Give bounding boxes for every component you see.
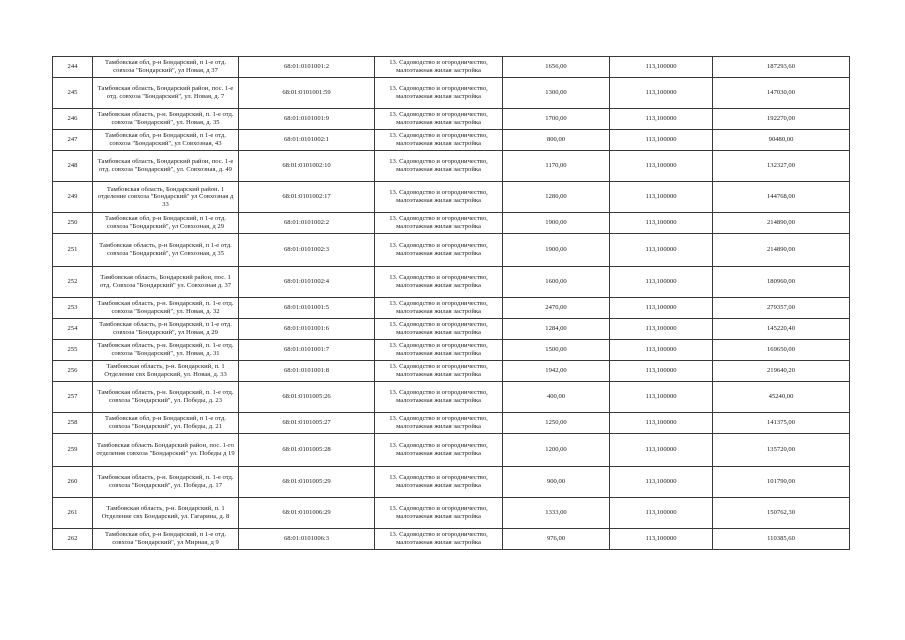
area-cell: 1250,00 xyxy=(503,413,610,434)
table-row xyxy=(53,382,850,413)
row-number-cell: 261 xyxy=(53,498,93,529)
area-cell: 1600,00 xyxy=(503,267,610,298)
table-row xyxy=(53,467,850,498)
cadastral-number-cell: 68:01:0101001:5 xyxy=(239,298,375,319)
cadastral-value-cell: 141375,00 xyxy=(713,413,850,434)
cadastral-number-cell: 68:01:0101006:3 xyxy=(239,529,375,550)
address-cell: Тамбовская область, р-н. Бондарский, п. 1-е отд. совхоза "Бондарский", ул. Новая, д. 35 xyxy=(93,109,239,130)
rate-cell: 113,100000 xyxy=(610,498,713,529)
cadastral-number-cell: 68:01:0101002:1 xyxy=(239,130,375,151)
cadastral-number-cell: 68:01:0101002:3 xyxy=(239,234,375,267)
permitted-use-cell: 13. Садоводство и огородничество, малоэтажная жилая застройка xyxy=(375,182,503,213)
cadastral-number-cell: 68:01:0101001:9 xyxy=(239,109,375,130)
table-row xyxy=(53,151,850,182)
permitted-use-cell: 13. Садоводство и огородничество, малоэтажная жилая застройка xyxy=(375,130,503,151)
cadastral-number-cell: 68:01:0101002:2 xyxy=(239,213,375,234)
table-body xyxy=(53,57,850,550)
table-row xyxy=(53,267,850,298)
cadastral-number-cell: 68:01:0101002:17 xyxy=(239,182,375,213)
permitted-use-cell: 13. Садоводство и огородничество, малоэтажная жилая застройка xyxy=(375,57,503,78)
row-number-cell: 251 xyxy=(53,234,93,267)
rate-cell: 113,100000 xyxy=(610,267,713,298)
rate-cell: 113,100000 xyxy=(610,340,713,361)
address-cell: Тамбовская обл, р-н Бондарский, п 1-е отд. совхоза "Бондарский", ул Мирная, д 9 xyxy=(93,529,239,550)
cadastral-value-cell: 192270,00 xyxy=(713,109,850,130)
row-number-cell: 246 xyxy=(53,109,93,130)
table-row xyxy=(53,109,850,130)
table-row xyxy=(53,78,850,109)
table-row xyxy=(53,361,850,382)
permitted-use-cell: 13. Садоводство и огородничество, малоэтажная жилая застройка xyxy=(375,109,503,130)
cadastral-value-cell: 147030,00 xyxy=(713,78,850,109)
address-cell: Тамбовская область, Бондарский район, пос. 1 отд. Совхоза "Бондарский" ул. Совхозная д. 37 xyxy=(93,267,239,298)
cadastral-value-cell: 187293,60 xyxy=(713,57,850,78)
address-cell: Тамбовская область, р-н Бондарский, п 1-е отд. совхоза "Бондарский", ул Новая, д 29 xyxy=(93,319,239,340)
table-row xyxy=(53,57,850,78)
cadastral-number-cell: 68:01:0101005:29 xyxy=(239,467,375,498)
row-number-cell: 260 xyxy=(53,467,93,498)
table-row xyxy=(53,298,850,319)
area-cell: 900,00 xyxy=(503,467,610,498)
permitted-use-cell: 13. Садоводство и огородничество, малоэтажная жилая застройка xyxy=(375,361,503,382)
permitted-use-cell: 13. Садоводство и огородничество, малоэтажная жилая застройка xyxy=(375,434,503,467)
cadastral-number-cell: 68:01:0101001:59 xyxy=(239,78,375,109)
rate-cell: 113,100000 xyxy=(610,234,713,267)
row-number-cell: 244 xyxy=(53,57,93,78)
rate-cell: 113,100000 xyxy=(610,151,713,182)
area-cell: 1900,00 xyxy=(503,234,610,267)
rate-cell: 113,100000 xyxy=(610,213,713,234)
area-cell: 1900,00 xyxy=(503,213,610,234)
area-cell: 1200,00 xyxy=(503,434,610,467)
address-cell: Тамбовская обл, р-н Бондарский, п 1-е отд. совхоза "Бондарский", ул. Победы, д. 21 xyxy=(93,413,239,434)
rate-cell: 113,100000 xyxy=(610,182,713,213)
rate-cell: 113,100000 xyxy=(610,382,713,413)
rate-cell: 113,100000 xyxy=(610,109,713,130)
land-plots-table xyxy=(52,56,850,550)
table-row xyxy=(53,234,850,267)
cadastral-value-cell: 169650,00 xyxy=(713,340,850,361)
address-cell: Тамбовская обл, р-н Бондарский, п 1-е отд. совхоза "Бондарский", ул Новая, д 37 xyxy=(93,57,239,78)
rate-cell: 113,100000 xyxy=(610,78,713,109)
address-cell: Тамбовская обл, р-н Бондарский, п 1-е отд. совхоза "Бондарский", ул Совхозная, д 29 xyxy=(93,213,239,234)
cadastral-value-cell: 214890,00 xyxy=(713,234,850,267)
permitted-use-cell: 13. Садоводство и огородничество, малоэтажная жилая застройка xyxy=(375,413,503,434)
permitted-use-cell: 13. Садоводство и огородничество, малоэтажная жилая застройка xyxy=(375,340,503,361)
permitted-use-cell: 13. Садоводство и огородничество, малоэтажная жилая застройка xyxy=(375,78,503,109)
address-cell: Тамбовская область, Бондарский район, пос. 1-е отд. совхоза "Бондарский", ул. Совхозная, д. 49 xyxy=(93,151,239,182)
table-row xyxy=(53,529,850,550)
row-number-cell: 252 xyxy=(53,267,93,298)
area-cell: 1280,00 xyxy=(503,182,610,213)
rate-cell: 113,100000 xyxy=(610,529,713,550)
table-row xyxy=(53,434,850,467)
address-cell: Тамбовская область, р-н. Бондарский, п. 1-е отд. совхоза "Бондарский", ул. Новая, д. 31 xyxy=(93,340,239,361)
table-row xyxy=(53,498,850,529)
cadastral-value-cell: 144768,00 xyxy=(713,182,850,213)
cadastral-value-cell: 132327,00 xyxy=(713,151,850,182)
permitted-use-cell: 13. Садоводство и огородничество, малоэтажная жилая застройка xyxy=(375,382,503,413)
cadastral-number-cell: 68:01:0101001:6 xyxy=(239,319,375,340)
rate-cell: 113,100000 xyxy=(610,434,713,467)
row-number-cell: 262 xyxy=(53,529,93,550)
table-row xyxy=(53,413,850,434)
cadastral-value-cell: 110385,60 xyxy=(713,529,850,550)
address-cell: Тамбовская область, р-н. Бондарский, п. 1-е отд. совхоза "Бондарский", ул. Победы, д. 23 xyxy=(93,382,239,413)
table-row xyxy=(53,182,850,213)
rate-cell: 113,100000 xyxy=(610,298,713,319)
cadastral-value-cell: 214890,00 xyxy=(713,213,850,234)
table-row xyxy=(53,130,850,151)
area-cell: 976,00 xyxy=(503,529,610,550)
row-number-cell: 255 xyxy=(53,340,93,361)
row-number-cell: 254 xyxy=(53,319,93,340)
area-cell: 1942,00 xyxy=(503,361,610,382)
row-number-cell: 257 xyxy=(53,382,93,413)
area-cell: 1170,00 xyxy=(503,151,610,182)
permitted-use-cell: 13. Садоводство и огородничество, малоэтажная жилая застройка xyxy=(375,234,503,267)
area-cell: 400,00 xyxy=(503,382,610,413)
permitted-use-cell: 13. Садоводство и огородничество, малоэтажная жилая застройка xyxy=(375,529,503,550)
table-row xyxy=(53,319,850,340)
rate-cell: 113,100000 xyxy=(610,57,713,78)
area-cell: 1284,00 xyxy=(503,319,610,340)
cadastral-number-cell: 68:01:0101002:4 xyxy=(239,267,375,298)
permitted-use-cell: 13. Садоводство и огородничество, малоэтажная жилая застройка xyxy=(375,467,503,498)
area-cell: 1300,00 xyxy=(503,78,610,109)
address-cell: Тамбовская область, р-н. Бондарский, п. 1 Отделение свх Бондарский, ул. Новая, д. 33 xyxy=(93,361,239,382)
rate-cell: 113,100000 xyxy=(610,467,713,498)
row-number-cell: 248 xyxy=(53,151,93,182)
cadastral-number-cell: 68:01:0101002:10 xyxy=(239,151,375,182)
permitted-use-cell: 13. Садоводство и огородничество, малоэтажная жилая застройка xyxy=(375,319,503,340)
address-cell: Тамбовская область, р-н. Бондарский, п. 1 Отделение свх Бондарский, ул. Гагарина, д. 8 xyxy=(93,498,239,529)
row-number-cell: 247 xyxy=(53,130,93,151)
cadastral-value-cell: 180960,00 xyxy=(713,267,850,298)
area-cell: 800,00 xyxy=(503,130,610,151)
cadastral-number-cell: 68:01:0101001:2 xyxy=(239,57,375,78)
row-number-cell: 250 xyxy=(53,213,93,234)
row-number-cell: 245 xyxy=(53,78,93,109)
area-cell: 1500,00 xyxy=(503,340,610,361)
cadastral-number-cell: 68:01:0101005:26 xyxy=(239,382,375,413)
cadastral-value-cell: 45240,00 xyxy=(713,382,850,413)
permitted-use-cell: 13. Садоводство и огородничество, малоэтажная жилая застройка xyxy=(375,213,503,234)
cadastral-number-cell: 68:01:0101005:28 xyxy=(239,434,375,467)
address-cell: Тамбовская область, р-н Бондарский, п 1-е отд. совхоза "Бондарский", ул Совхозная, д 35 xyxy=(93,234,239,267)
row-number-cell: 259 xyxy=(53,434,93,467)
permitted-use-cell: 13. Садоводство и огородничество, малоэтажная жилая застройка xyxy=(375,298,503,319)
area-cell: 1656,00 xyxy=(503,57,610,78)
rate-cell: 113,100000 xyxy=(610,413,713,434)
row-number-cell: 256 xyxy=(53,361,93,382)
address-cell: Тамбовская область, р-н. Бондарский, п. 1-е отд. совхоза "Бондарский", ул. Новая, д. 32 xyxy=(93,298,239,319)
rate-cell: 113,100000 xyxy=(610,361,713,382)
permitted-use-cell: 13. Садоводство и огородничество, малоэтажная жилая застройка xyxy=(375,267,503,298)
address-cell: Тамбовская область, Бондарский район, пос. 1-е отд. совхоза "Бондарский", ул. Новая, д. 7 xyxy=(93,78,239,109)
cadastral-value-cell: 145220,40 xyxy=(713,319,850,340)
rate-cell: 113,100000 xyxy=(610,130,713,151)
address-cell: Тамбовская область, Бондарский район. 1 отделение совхоза "Бондарский" ул Совхозная д 33 xyxy=(93,182,239,213)
cadastral-number-cell: 68:01:0101001:7 xyxy=(239,340,375,361)
area-cell: 1333,00 xyxy=(503,498,610,529)
cadastral-value-cell: 150762,30 xyxy=(713,498,850,529)
cadastral-number-cell: 68:01:0101001:8 xyxy=(239,361,375,382)
cadastral-value-cell: 135720,00 xyxy=(713,434,850,467)
row-number-cell: 253 xyxy=(53,298,93,319)
row-number-cell: 258 xyxy=(53,413,93,434)
row-number-cell: 249 xyxy=(53,182,93,213)
permitted-use-cell: 13. Садоводство и огородничество, малоэтажная жилая застройка xyxy=(375,498,503,529)
address-cell: Тамбовская область Бондарский район, пос. 1-го отделения совхоза "Бондарский" ул. Победы д 19 xyxy=(93,434,239,467)
area-cell: 2470,00 xyxy=(503,298,610,319)
table-row xyxy=(53,340,850,361)
rate-cell: 113,100000 xyxy=(610,319,713,340)
cadastral-value-cell: 279357,00 xyxy=(713,298,850,319)
cadastral-number-cell: 68:01:0101006:29 xyxy=(239,498,375,529)
cadastral-value-cell: 219640,20 xyxy=(713,361,850,382)
address-cell: Тамбовская обл, р-н Бондарский, п 1-е отд. совхоза "Бондарский", ул Совхозная, 43 xyxy=(93,130,239,151)
cadastral-value-cell: 90480,00 xyxy=(713,130,850,151)
address-cell: Тамбовская область, р-н. Бондарский, п. 1-е отд. совхоза "Бондарский", ул. Победы, д. 17 xyxy=(93,467,239,498)
table-row xyxy=(53,213,850,234)
permitted-use-cell: 13. Садоводство и огородничество, малоэтажная жилая застройка xyxy=(375,151,503,182)
cadastral-value-cell: 101790,00 xyxy=(713,467,850,498)
cadastral-number-cell: 68:01:0101005:27 xyxy=(239,413,375,434)
area-cell: 1700,00 xyxy=(503,109,610,130)
